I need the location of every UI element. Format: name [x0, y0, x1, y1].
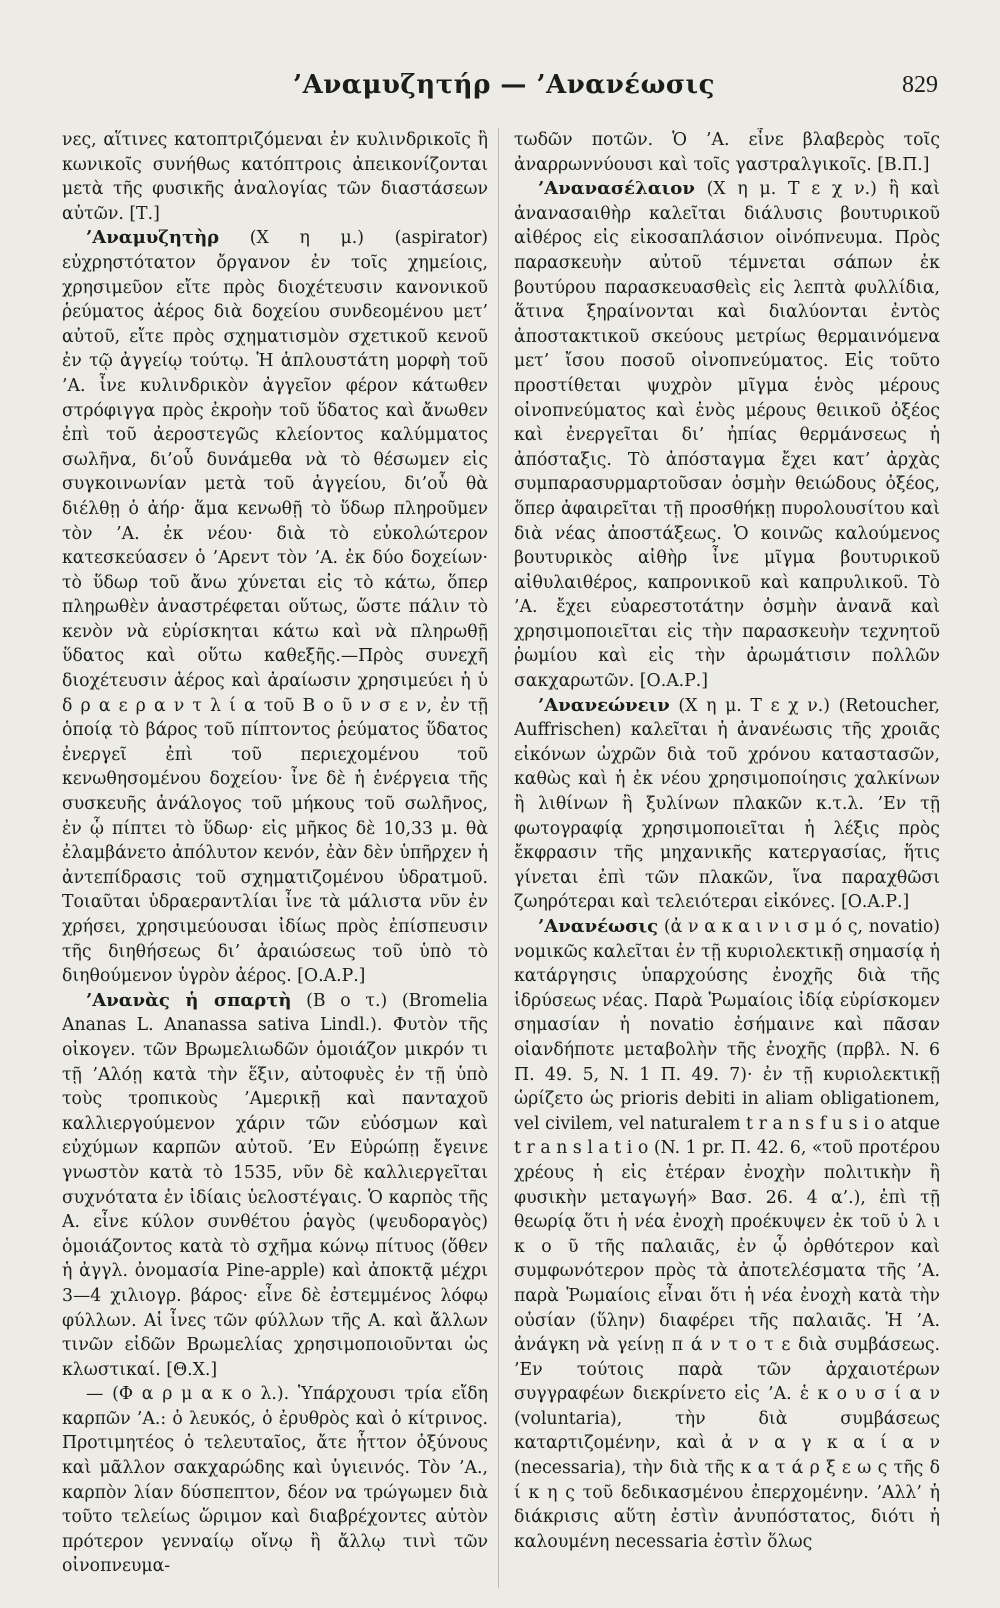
- entry-text: (Χ η μ. Τ ε χ ν.) (Retoucher, Auffrischen) καλεῖται ἡ ἀνανέωσις τῆς χροιᾶς εἰκόνων ὠχρῶν διὰ τοῦ χρόνου καταστασῶν, καθὼς καὶ ἡ ἐκ νέου χρησιμοποίησις χαλκίνων ἢ λιθίνων ἢ ξυλίνων πλακῶν κ.τ.λ. ’Εν τῇ φωτογραφίᾳ χρησιμοποιεῖται ἡ λέξις πρὸς ἔκφρασιν τῆς μηχανικῆς κατεργασίας, ἥτις γίνεται ἐπὶ τῶν πλακῶν, ἵνα παραχθῶσι ζωηρότεραι καὶ τελειότεραι εἰκόνες. [Ο.Α.Ρ.]: [514, 695, 940, 913]
- dictionary-entry: [514, 694, 940, 915]
- continued-paragraph: [62, 128, 488, 226]
- left-column: [62, 128, 488, 1588]
- dictionary-entry: [62, 989, 488, 1383]
- page-header: [70, 70, 938, 110]
- continued-paragraph: [514, 128, 940, 177]
- entry-text: (Χ η μ. Τ ε χ ν.) ἢ καὶ ἀνανασαιθὴρ καλεῖται διάλυσις βουτυρικοῦ αἰθέρος εἰς εἰκοσαπλάσιον οἰνόπνευμα. Πρὸς παρασκευὴν αὐτοῦ τέμνεται σάπων ἐκ βουτύρου παρασκευασθεὶς εἰς λεπτὰ φυλλίδια, ἅτινα ξηραίνονται καὶ διαλύονται ἐντὸς ἀποστακτικοῦ σκεύους μετρίως θερμαινόμενα μετ’ ἴσου ποσοῦ οἰνοπνεύματος. Εἰς τοῦτο προστίθεται ψυχρὸν μῖγμα ἑνὸς μέρους οἰνοπνεύματος καὶ ἑνὸς μέρους θειικοῦ ὀξέος καὶ ἐνεργεῖται δι’ ἠπίας θερμάνσεως ἡ ἀπόσταξις. Τὸ ἀπόσταγμα ἔχει κατ’ ἀρχὰς συμπαρασυρμαρτοῦσαν ὀσμὴν θειώδους ὀξέος, ὅπερ ἀφαιρεῖται τῇ προσθήκῃ πυρολουσίτου καὶ διὰ νέας ἀποστάξεως. Ὁ κοινῶς καλούμενος βουτυρικὸς αἰθὴρ ἶνε μῖγμα βουτυρικοῦ αἰθυλαιθέρος, καπρονικοῦ καὶ καπρυλικοῦ. Τὸ ’Α. ἔχει εὐαρεστοτάτην ὀσμὴν ἀνανᾶ καὶ χρησιμοποιεῖται εἰς τὴν παρασκευὴν τεχνητοῦ ῥωμίου καὶ εἰς τὴν ἀρωμάτισιν πολλῶν σακχαρωτῶν. [Ο.Α.Ρ.]: [514, 179, 940, 692]
- entry-text: (Χ η μ.) (aspirator) εὐχρηστότατον ὄργανον ἐν τοῖς χημείοις, χρησιμεῦον εἴτε πρὸς διοχέτευσιν κανονικοῦ ῥεύματος ἀέρος διὰ δοχείου συνδεομένου μετ’ αὐτοῦ, εἴτε πρὸς σχηματισμὸν σχετικοῦ κενοῦ ἐν τῷ ἀγγείῳ τούτῳ. Ἡ ἁπλουστάτη μορφὴ τοῦ ’Α. ἶνε κυλινδρικὸν ἀγγεῖον φέρον κάτωθεν στρόφιγγα πρὸς ἐκροὴν τοῦ ὕδατος καὶ ἄνωθεν ἐπὶ τοῦ ἀεροστεγῶς κλείοντος καλύμματος σωλῆνα, δι’οὗ δυνάμεθα νὰ τὸ θέσωμεν εἰς συγκοινωνίαν μετὰ τοῦ ἀγγείου, δι’οὗ θὰ διέλθῃ ὁ ἀήρ· ἅμα κενωθῇ τὸ ὕδωρ πληροῦμεν τὸν ’Α. ἐκ νέου· διὰ τὸ εὐκολώτερον κατεσκεύασεν ὁ ’Αρεντ τὸν ’Α. ἐκ δύο δοχείων· τὸ ὕδωρ τοῦ ἄνω χύνεται εἰς τὸ κάτω, ὅπερ πληρωθὲν ἀναστρέφεται οὕτως, ὥστε πάλιν τὸ κενὸν νὰ εὑρίσκηται κάτω καὶ νὰ πληρωθῇ ὕδατος καὶ οὕτω καθεξῆς.—Πρὸς συνεχῆ διοχέτευσιν ἀέρος καὶ ἀραίωσιν χρησιμεύει ἡ ὑ δ ρ α ε ρ α ν τ λ ί α τοῦ Β ο ῦ ν σ ε ν, ἐν τῇ ὁποίᾳ τὸ βάρος τοῦ πίπτοντος ῥεύματος ὕδατος ἐνεργεῖ ἐπὶ τοῦ περιεχομένου τοῦ κενωθησομένου δοχείου· ἶνε δὲ ἡ ἐνέργεια τῆς συσκευῆς ἀνάλογος τοῦ μήκους τοῦ σωλῆνος, ἐν ᾧ πίπτει τὸ ὕδωρ· εἰς μῆκος δὲ 10,33 μ. θὰ ἐλαμβάνετο ἀπόλυτον κενόν, ἐὰν δὲν ὑπῆρχεν ἡ ἀντεπίδρασις τοῦ σχηματιζομένου ὑδρατμοῦ. Τοιαῦται ὑδραεραντλίαι ἶνε τὰ μάλιστα νῦν ἐν χρήσει, χρησιμεύουσαι ἰδίως πρὸς ἐπίσπευσιν τῆς διηθήσεως δι’ ἀραιώσεως τοῦ ὑπὸ τὸ διηθούμενον ὑγρὸν ἀέρος. [Ο.Α.Ρ.]: [62, 228, 488, 987]
- right-column: [514, 128, 940, 1588]
- page-number: 829: [902, 72, 938, 98]
- dictionary-entry: [514, 177, 940, 693]
- entry-text: τωδῶν ποτῶν. Ὁ ’Α. εἶνε βλαβερὸς τοῖς ἀναρρωννύουσι καὶ τοῖς γαστραλγικοῖς. [Β.Π.]: [514, 130, 940, 175]
- entry-headword: ’Ανανὰς ἡ σπαρτὴ: [86, 989, 292, 1011]
- entry-text: νες, αἵτινες κατοπτριζόμεναι ἐν κυλινδρικοῖς ἢ κωνικοῖς συνήθως κατόπτροις ἀπεικονίζονται μετὰ τῆς φυσικῆς ἀναλογίας τῶν διαστάσεων αὐτῶν. [Τ.]: [62, 130, 488, 224]
- entry-text: (ἀ ν α κ α ι ν ι σ μ ό ς, novatio) νομικῶς καλεῖται ἐν τῇ κυριολεκτικῇ σημασίᾳ ἡ κατάργησις ὑπαρχούσης ἐνοχῆς διὰ τῆς ἱδρύσεως νέας. Παρὰ Ῥωμαίοις ἰδίᾳ εὑρίσκομεν σημασίαν ἡ novatio ἐσήμαινε καὶ πᾶσαν οἱανδήποτε μεταβολὴν τῆς ἐνοχῆς (πρβλ. N. 6 Π. 49. 5, N. 1 Π. 49. 7)· ἐν τῇ κυριολεκτικῇ ὡρίζετο ὡς prioris debiti in aliam obligationem, vel civilem, vel naturalem t r a n s f u s i o atque t r a n s l a t i o (N. 1 pr. Π. 42. 6, «τοῦ προτέρου χρέους ἡ εἰς ἑτέραν ἐνοχὴν πολιτικὴν ἢ φυσικὴν μεταγωγή» Βασ. 26. 4 α’.), ἐπὶ τῇ θεωρίᾳ ὅτι ἡ νέα ἐνοχὴ προέκυψεν ἐκ τοῦ ὑ λ ι κ ο ῦ τῆς παλαιᾶς, ἐν ᾧ ὀρθότερον καὶ συμφωνότερον πρὸς τὰ ἀποτελέσματα τῆς ’Α. παρὰ Ῥωμαίοις εἶναι ὅτι ἡ νέα ἐνοχὴ κατὰ τὴν οὐσίαν (ὕλην) διαφέρει τῆς παλαιᾶς. Ἡ ’Α. ἀνάγκη νὰ γείνῃ π ά ν τ ο τ ε διὰ συμβάσεως. ’Εν τούτοις παρὰ τῶν ἀρχαιοτέρων συγγραφέων διεκρίνετο εἰς ’Α. ἑ κ ο υ σ ί α ν (voluntaria), τὴν διὰ συμβάσεως καταρτιζομένην, καὶ ἀ ν α γ κ α ί α ν (necessaria), τὴν διὰ τῆς κ α τ ά ρ ξ ε ω ς τῆς δ ί κ η ς τοῦ δεδικασμένου ἐπερχομένην. ’Αλλ’ ἡ διάκρισις αὕτη ἐστὶν ἀνυπόστατος, διότι ἡ καλουμένη necessaria ἐστὶν ὅλως: [514, 917, 940, 1552]
- dictionary-entry: [62, 226, 488, 988]
- entry-headword: ’Αναμυζητὴρ: [86, 227, 220, 249]
- dictionary-entry: [514, 915, 940, 1554]
- entry-text: — (Φ α ρ μ α κ ο λ.). Ὑπάρχουσι τρία εἴδη καρπῶν ’Α.: ὁ λευκός, ὁ ἐρυθρὸς καὶ ὁ κίτρινος. Προτιμητέος ὁ τελευταῖος, ἄτε ἧττον ὀξύνους καὶ μᾶλλον σακχαρώδης καὶ ὑγιεινός. Τὸν ’Α., καρπὸν λίαν δύσπεπτον, δέον να τρώγωμεν διὰ τοῦτο τελείως ὥριμον καὶ διαβρέχοντες αὐτὸν πρότερον γενναίῳ οἴνῳ ἢ ἄλλῳ τινὶ τῶν οἰνοπνευμα-: [62, 1384, 488, 1577]
- entry-headword: ’Ανανασέλαιον: [538, 178, 695, 200]
- entry-headword: ’Ανανέωσις: [538, 916, 659, 937]
- entry-text: (Β ο τ.) (Bromelia Ananas L. Ananassa sativa Lindl.). Φυτὸν τῆς οἰκογεν. τῶν Βρωμελιωδῶν ὁμοιάζον μικρόν τι τῇ ’Αλόῃ κατὰ τὴν ἕξιν, αὐτοφυὲς ἐν τῇ ὑπὸ τοὺς τροπικοὺς ’Αμερικῇ καὶ πανταχοῦ καλλιεργούμενον χάριν τῶν εὐόσμων καὶ εὐχύμων καρπῶν αὐτοῦ. ’Εν Εὐρώπῃ ἔγεινε γνωστὸν κατὰ τὸ 1535, νῦν δὲ καλλιεργεῖται συχνότατα ἐν ἰδίαις ὑελοστέγαις. Ὁ καρπὸς τῆς Α. εἶνε κύλον συνθέτου ῥαγὸς (ψευδοραγὸς) ὁμοιάζοντος κατὰ τὸ σχῆμα κώνῳ πίτυος (ὅθεν ἡ ἀγγλ. ὀνομασία Pine-apple) καὶ ἀποκτᾷ μέχρι 3—4 χιλιογρ. βάρος· εἶνε δὲ ἐστεμμένος λόφῳ φύλλων. Αἱ ἶνες τῶν φύλλων τῆς Α. καὶ ἄλλων τινῶν εἰδῶν Βρωμελίας χρησιμοποιοῦνται ὡς κλωστικαί. [Θ.Χ.]: [62, 990, 488, 1380]
- entry-headword: ’Ανανεώνειν: [538, 694, 670, 716]
- text-columns: [62, 128, 940, 1588]
- dictionary-entry: [62, 1382, 488, 1579]
- running-head: ’Αναμυζητήρ — ’Ανανέωσις: [293, 70, 715, 100]
